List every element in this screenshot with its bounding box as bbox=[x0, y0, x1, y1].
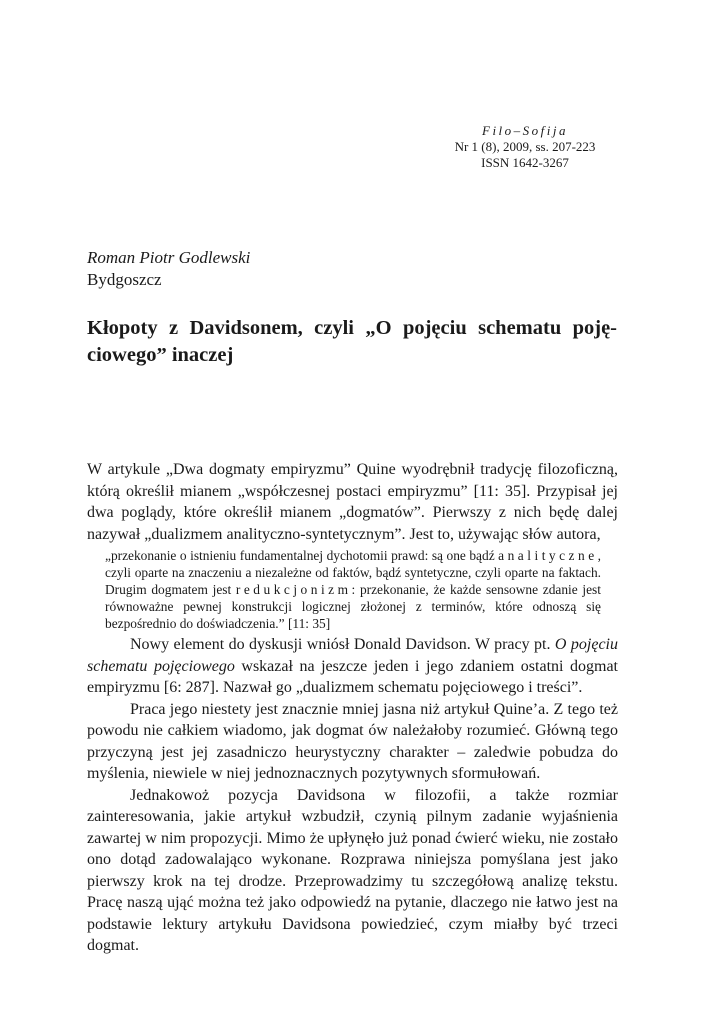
journal-issn: ISSN 1642-3267 bbox=[481, 155, 569, 170]
author-name: Roman Piotr Godlewski bbox=[87, 248, 251, 267]
quote-spaced-term-2: redukcjonizm bbox=[235, 582, 352, 597]
journal-header bbox=[440, 123, 610, 171]
quote-spaced-term-1: analityczne bbox=[498, 548, 598, 563]
paragraph-2-text-a: Nowy element do dyskusji wniósł Donald Davidson. W pracy pt. bbox=[130, 636, 555, 653]
article-title: Kłopoty z Davidsonem, czyli „O pojęciu schematu poję-ciowego” inaczej bbox=[87, 317, 617, 366]
paragraph-1: W artykule „Dwa dogmaty empiryzmu” Quine wyodrębnił tradycję filozoficzną, którą określił mianem „współczesnej postaci empiryzmu” [11: 35]. Przypisał jej dwa poglądy, które określił mianem „dogmatów”. Pierwszy z nich będę dalej nazywał „dualizmem analityczno-syntetycznym”. Jest to, używając słów autora, bbox=[87, 461, 618, 543]
paragraph-2-text-b: wskazał na jeszcze jeden i jego zdaniem ostatni dogmat empiryzmu [6: 287]. Nazwał go „dualizmem schematu pojęciowego i treści”. bbox=[87, 657, 618, 696]
journal-issue: Nr 1 (8), 2009, ss. 207-223 bbox=[454, 139, 596, 154]
paragraph-2-italic-title: O pojęciu schematu pojęciowego bbox=[87, 636, 618, 675]
author-city: Bydgoszcz bbox=[87, 270, 162, 289]
block-quote bbox=[105, 547, 601, 632]
paragraph-3: Praca jego niestety jest znacznie mniej jasna niż artykuł Quine’a. Z tego też powodu nie całkiem wiadomo, jak dogmat ów należałoby rozumieć. Główną tego przyczyną jest jej zasadniczo heurystyczny charakter – zaledwie pobudza do myślenia, niewiele w niej jednoznacznych pozytywnych sformułowań. bbox=[87, 700, 618, 782]
paragraph-2 bbox=[87, 634, 618, 699]
paragraph-4: Jednakowoż pozycja Davidsona w filozofii, a także rozmiar zainteresowania, jakie artykuł wzbudził, czynią pilnym zadanie wyjaśnienia zawartej w nim propozycji. Mimo że upłynęło już ponad ćwierć wieku, nie zostało ono dotąd zadowalająco wykonane. Rozprawa niniejsza pomyślana jest jako pierwszy krok na tej drodze. Przeprowadzimy tu szczegółową analizę tekstu. Pracę naszą ująć można też jako odpowiedź na pytanie, dlaczego nie łatwo jest na podstawie lektury artykułu Davidsona powiedzieć, czym miałby być trzeci dogmat. bbox=[87, 786, 618, 954]
author-block bbox=[87, 247, 250, 291]
quote-text-a: „przekonanie o istnieniu fundamentalnej dychotomii prawd: są one bądź bbox=[105, 548, 499, 563]
quote-text-b: , czyli oparte na znaczeniu a niezależne od faktów, bądź syntetyczne, czyli oparte na faktach. Drugim dogmatem jest bbox=[105, 548, 601, 597]
quote-text-c: : przekonanie, że każde sensowne zdanie jest równoważne pewnej konstrukcji logicznej złożonej z terminów, które odnoszą się bezpośrednio do doświadczenia.” [11: 35] bbox=[105, 582, 601, 631]
journal-name: Filo–Sofija bbox=[482, 123, 568, 138]
article-body bbox=[87, 459, 618, 957]
